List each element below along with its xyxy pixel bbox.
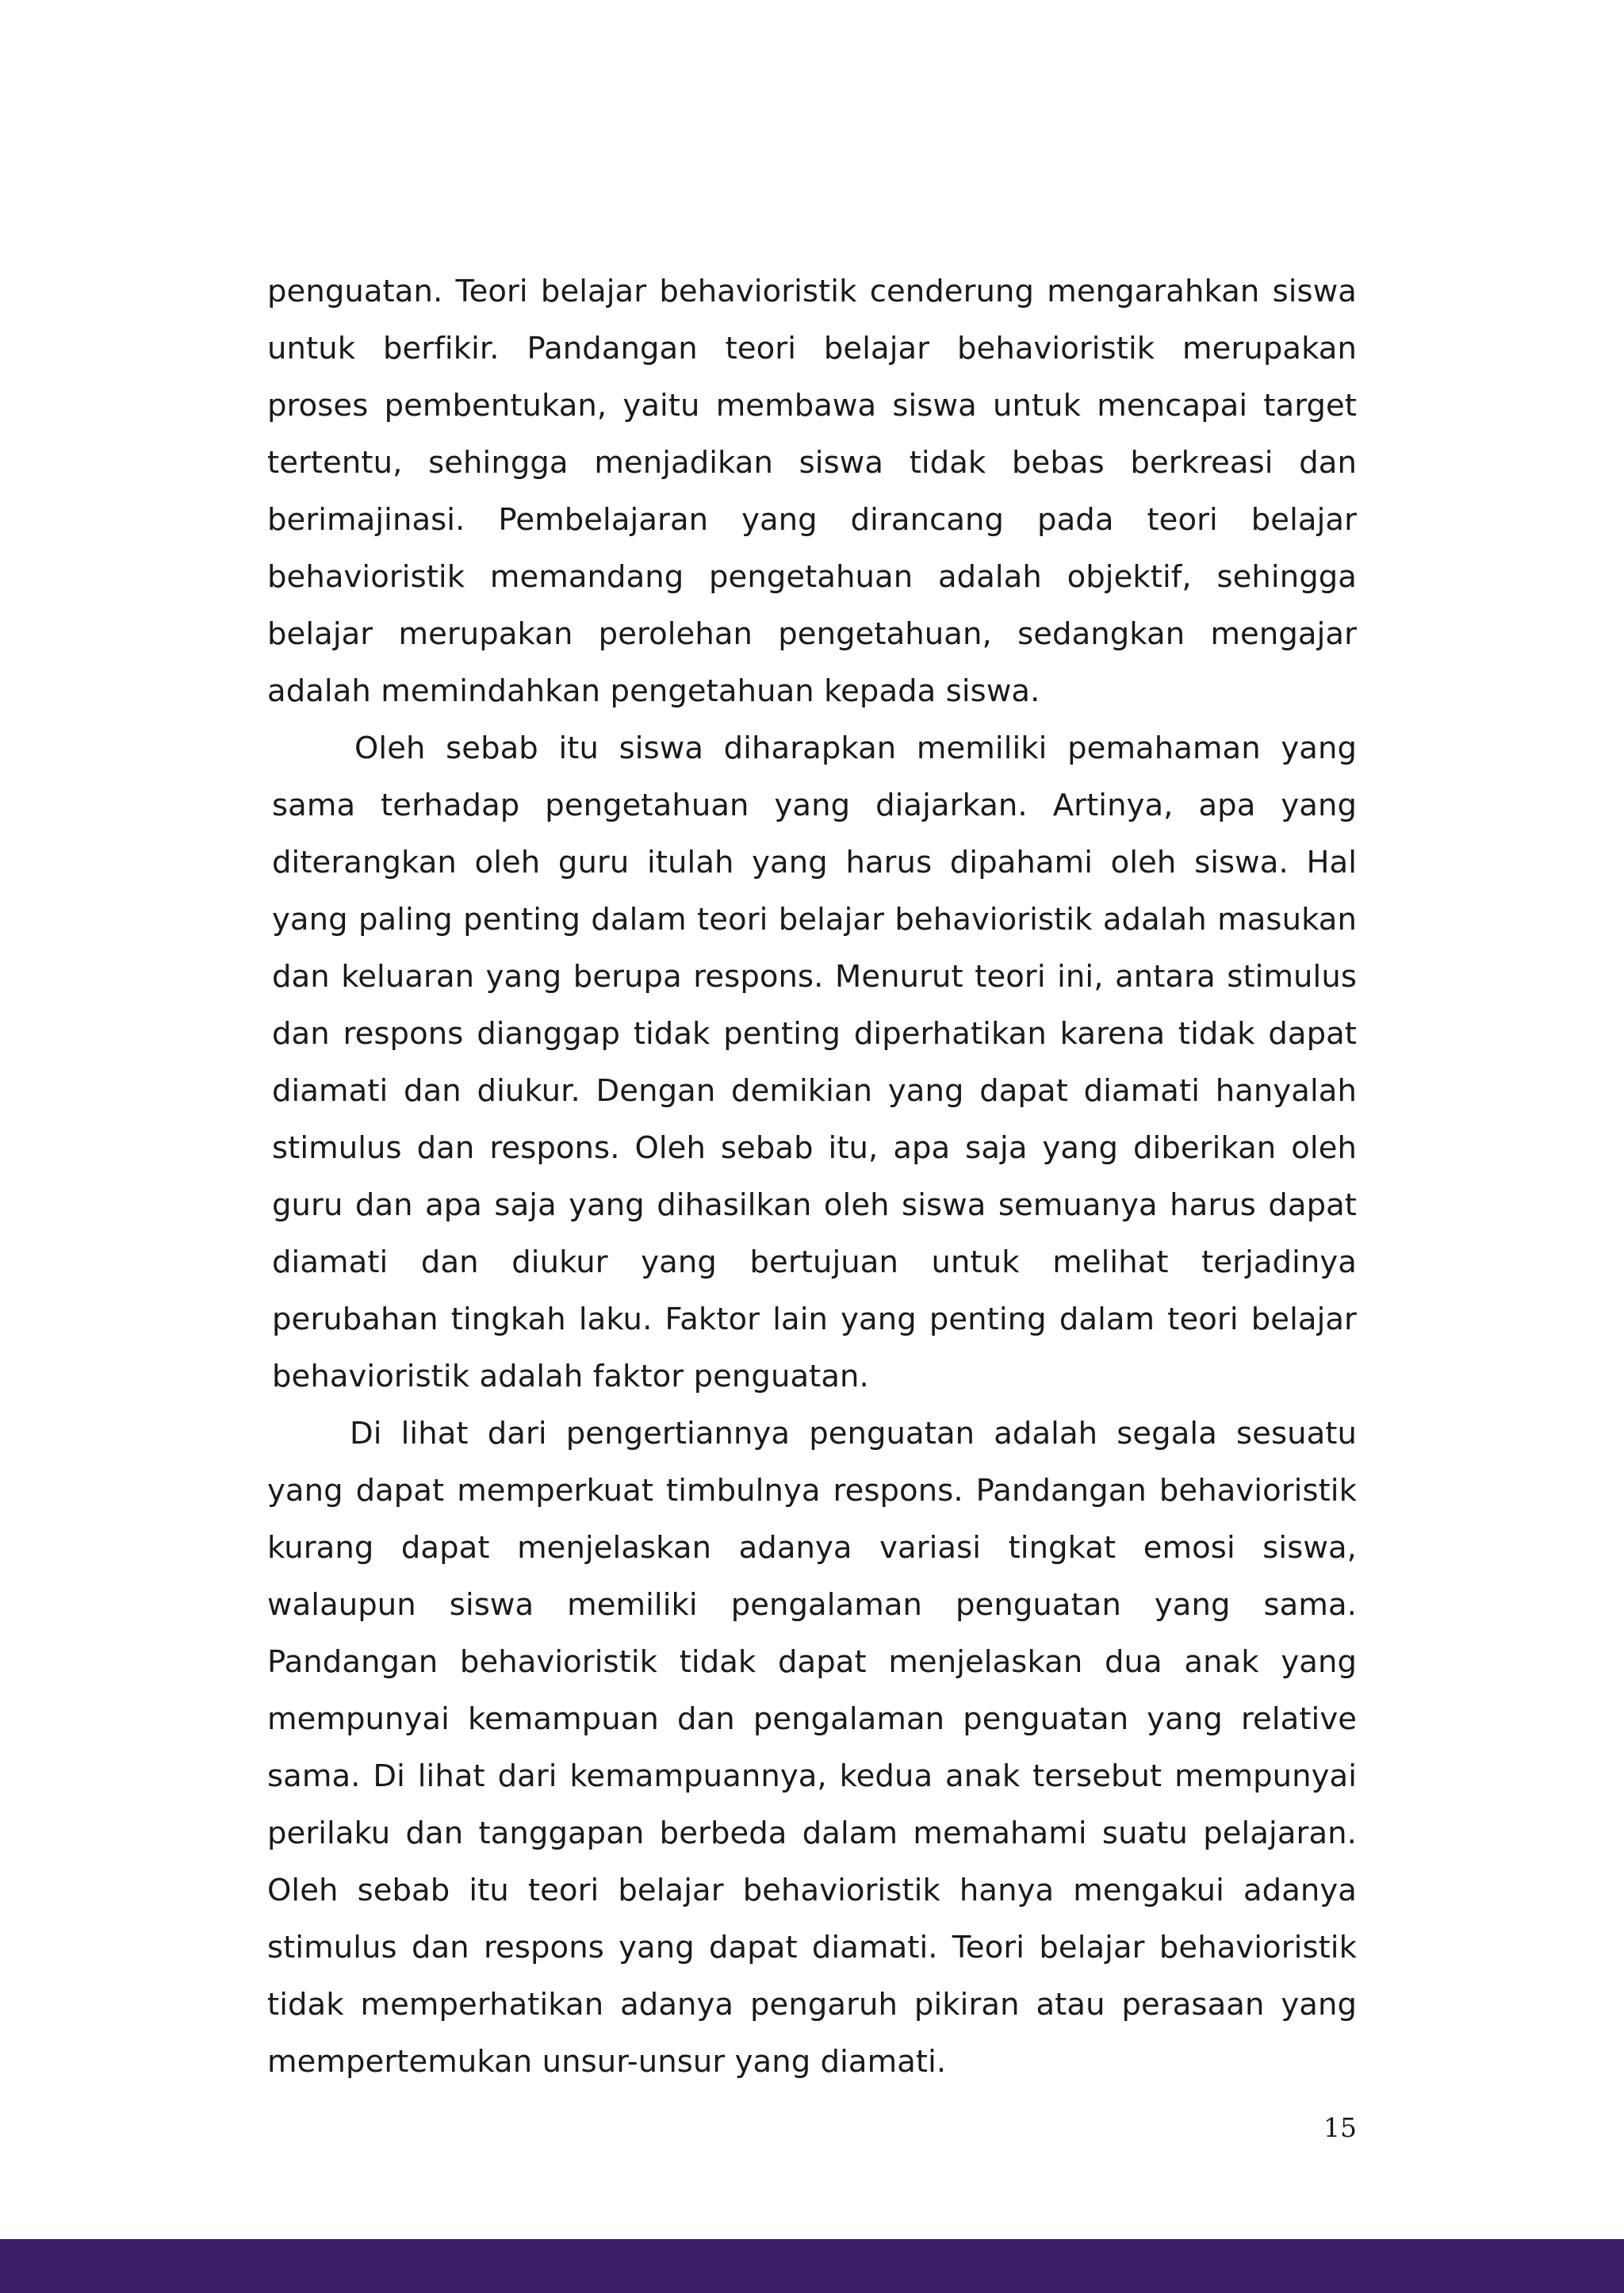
body-text <box>267 263 1357 2091</box>
page-number: 15 <box>1323 2112 1357 2143</box>
paragraph-1: penguatan. Teori belajar behavioristik cenderung mengarahkan siswa untuk berfikir. Pandangan teori belajar behavioristik merupakan proses pembentukan, yaitu membawa siswa untuk mencapai target tertentu, sehingga menjadikan siswa tidak bebas berkreasi dan berimajinasi. Pembelajaran yang dirancang pada teori belajar behavioristik memandang pengetahuan adalah objektif, sehingga belajar merupakan perolehan pengetahuan, sedangkan mengajar adalah memindahkan pengetahuan kepada siswa. <box>267 274 1357 709</box>
footer-bar <box>0 2239 1624 2293</box>
paragraph-3: Di lihat dari pengertiannya penguatan adalah segala sesuatu yang dapat memperkuat timbulnya respons. Pandangan behavioristik kurang dapat menjelaskan adanya variasi tingkat emosi siswa, walaupun siswa memiliki pengalaman penguatan yang sama. Pandangan behavioristik tidak dapat menjelaskan dua anak yang mempunyai kemampuan dan pengalaman penguatan yang relative sama. Di lihat dari kemampuannya, kedua anak tersebut mempunyai perilaku dan tanggapan berbeda dalam memahami suatu pelajaran. Oleh sebab itu teori belajar behavioristik hanya mengakui adanya stimulus dan respons yang dapat diamati. Teori belajar behavioristik tidak memperhatikan adanya pengaruh pikiran atau perasaan yang mempertemukan unsur-unsur yang diamati. <box>267 1416 1357 2080</box>
paragraph-2: Oleh sebab itu siswa diharapkan memiliki pemahaman yang sama terhadap pengetahuan yang diajarkan. Artinya, apa yang diterangkan oleh guru itulah yang harus dipahami oleh siswa. Hal yang paling penting dalam teori belajar behavioristik adalah masukan dan keluaran yang berupa respons. Menurut teori ini, antara stimulus dan respons dianggap tidak penting diperhatikan karena tidak dapat diamati dan diukur. Dengan demikian yang dapat diamati hanyalah stimulus dan respons. Oleh sebab itu, apa saja yang diberikan oleh guru dan apa saja yang dihasilkan oleh siswa semuanya harus dapat diamati dan diukur yang bertujuan untuk melihat terjadinya perubahan tingkah laku. Faktor lain yang penting dalam teori belajar behavioristik adalah faktor penguatan. <box>272 730 1357 1394</box>
